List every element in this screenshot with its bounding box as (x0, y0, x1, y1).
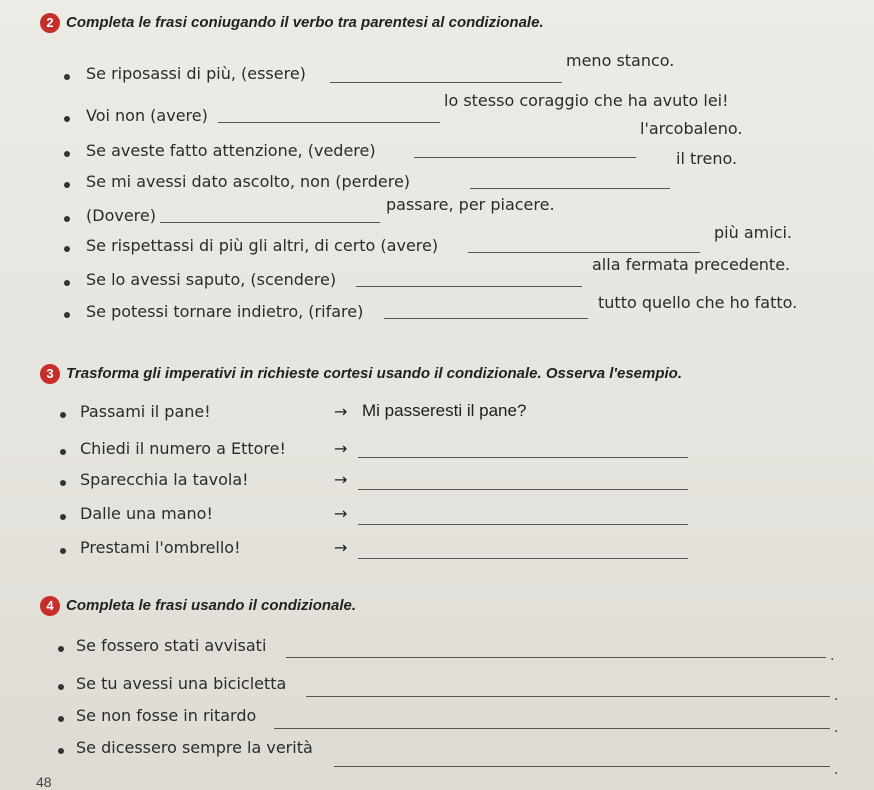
sentence-start: Se dicessero sempre la verità (76, 738, 313, 757)
bullet (60, 449, 66, 455)
exercise-2-item (0, 119, 874, 167)
answer-blank[interactable] (358, 457, 688, 458)
item-prompt: Se mi avessi dato ascolto, non (perdere) (86, 172, 411, 191)
arrow-right-icon: → (334, 402, 348, 421)
item-prompt: Se aveste fatto attenzione, (vedere) (86, 141, 376, 160)
answer-blank[interactable] (470, 188, 670, 189)
answer-blank[interactable] (468, 252, 700, 253)
exercise-2-number: 2 (40, 13, 60, 33)
bullet (64, 280, 70, 286)
exercise-3-item (0, 538, 874, 564)
imperative-text: Sparecchia la tavola! (80, 470, 249, 489)
bullet (64, 74, 70, 80)
arrow-right-icon: → (334, 538, 348, 557)
exercise-2-item (0, 293, 874, 328)
answer-blank[interactable] (160, 222, 380, 223)
page-number: 48 (36, 774, 52, 790)
item-ending: il treno. (676, 149, 738, 168)
bullet (60, 548, 66, 554)
exercise-4-number: 4 (40, 596, 60, 616)
imperative-text: Prestami l'ombrello! (80, 538, 241, 557)
answer-blank[interactable] (358, 489, 688, 490)
bullet (58, 684, 64, 690)
imperative-text: Dalle una mano! (80, 504, 213, 523)
bullet (64, 182, 70, 188)
answer-blank[interactable] (358, 558, 688, 559)
exercise-4-item (0, 636, 874, 662)
sentence-start: Se tu avessi una bicicletta (76, 674, 287, 693)
exercise-4-item (0, 706, 874, 736)
imperative-text: Chiedi il numero a Ettore! (80, 439, 286, 458)
exercise-4-item (0, 738, 874, 778)
imperative-text: Passami il pane! (80, 402, 211, 421)
answer-blank[interactable] (330, 82, 562, 83)
answer-blank[interactable] (306, 696, 830, 697)
exercise-2-item (0, 51, 874, 90)
period: . (834, 762, 839, 778)
bullet (64, 116, 70, 122)
answer-blank[interactable] (274, 728, 830, 729)
sentence-start: Se non fosse in ritardo (76, 706, 257, 725)
answer-blank[interactable] (286, 657, 826, 658)
exercise-4-title (40, 596, 356, 616)
bullet (60, 514, 66, 520)
period: . (830, 648, 835, 664)
exercise-3-instruction: Trasforma gli imperativi in richieste cortesi usando il condizionale. Osserva l'esempio. (66, 364, 682, 382)
item-ending: alla fermata precedente. (592, 255, 791, 274)
arrow-right-icon: → (334, 439, 348, 458)
item-prompt: (Dovere) (86, 206, 156, 225)
exercise-3-item (0, 504, 874, 530)
bullet (58, 716, 64, 722)
item-ending: più amici. (714, 223, 792, 242)
answer-blank[interactable] (356, 286, 582, 287)
exercise-3-number: 3 (40, 364, 60, 384)
exercise-4-instruction: Completa le frasi usando il condizionale. (66, 596, 357, 614)
item-ending: tutto quello che ho fatto. (598, 293, 798, 312)
item-prompt: Se lo avessi saputo, (scendere) (86, 270, 337, 289)
exercise-4-item (0, 674, 874, 704)
exercise-2-item (0, 91, 874, 132)
item-ending: lo stesso coraggio che ha avuto lei! (444, 91, 729, 110)
bullet (58, 646, 64, 652)
sentence-start: Se fossero stati avvisati (76, 636, 267, 655)
bullet (60, 412, 66, 418)
bullet (64, 246, 70, 252)
item-ending: passare, per piacere. (386, 195, 555, 214)
exercise-3-item (0, 470, 874, 496)
item-prompt: Se rispettassi di più gli altri, di certo (avere) (86, 236, 439, 255)
exercise-3-item (0, 402, 874, 428)
arrow-right-icon: → (334, 470, 348, 489)
answer-blank[interactable] (358, 524, 688, 525)
period: . (834, 688, 839, 704)
example-answer: Mi passeresti il pane? (362, 401, 527, 420)
item-prompt: Voi non (avere) (86, 106, 208, 125)
exercise-2-instruction: Completa le frasi coniugando il verbo tra parentesi al condizionale. (66, 13, 544, 31)
answer-blank[interactable] (414, 157, 636, 158)
item-prompt: Se riposassi di più, (essere) (86, 64, 306, 83)
bullet (64, 312, 70, 318)
answer-blank[interactable] (334, 766, 830, 767)
exercise-2-title (40, 13, 544, 33)
item-prompt: Se potessi tornare indietro, (rifare) (86, 302, 364, 321)
answer-blank[interactable] (218, 122, 440, 123)
answer-blank[interactable] (384, 318, 588, 319)
bullet (64, 151, 70, 157)
arrow-right-icon: → (334, 504, 348, 523)
item-ending: l'arcobaleno. (640, 119, 743, 138)
bullet (58, 748, 64, 754)
bullet (64, 216, 70, 222)
item-ending: meno stanco. (566, 51, 675, 70)
exercise-3-title (40, 364, 682, 384)
period: . (834, 720, 839, 736)
bullet (60, 480, 66, 486)
exercise-3-item (0, 439, 874, 465)
